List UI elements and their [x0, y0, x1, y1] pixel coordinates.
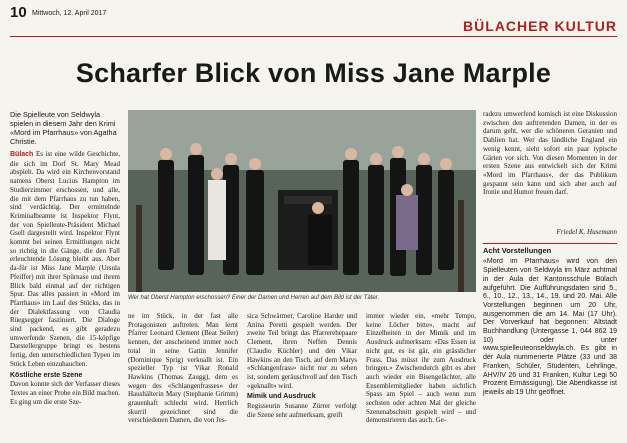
article-paragraph: ne im Stück, in der fast alle Protagonisten auftreten. Man lernt Pfarrer Leonard Clement (Beat Seiler) kennen, der anscheinend immer noch total in seine Gattin Jennifer (Dominique Sprig) verknallt ist. Ein spezieller Typ ist Vikar Ronald Hawkins (Thomas Zaugg), dem es wegen des «Schlangenfrasses» der Haushälterin Mary (Stephanie Grimm) grauenhaft schlecht wird. Herrlich skurril gezeichnet sind die verschiedenen Damen, die von Jes-	[128, 312, 238, 425]
article-photo	[128, 110, 476, 292]
article-column-2	[128, 312, 238, 440]
article-intro: Die Spielleute von Seldwyla spielen in diesem Jahr den Krimi «Mord im Pfarrhaus» von Agatha Christie.	[10, 110, 117, 146]
right-column	[483, 110, 617, 438]
page-number: 10	[10, 4, 27, 21]
subheading: Köstliche erste Szene	[10, 371, 83, 379]
issue-date: Mittwoch, 12. April 2017	[32, 10, 107, 17]
article-headline: Scharfer Blick von Miss Jane Marple	[75, 58, 552, 88]
article-paragraph: radezu umwerfend komisch ist eine Diskussion zwischen den auftretenden Damen, in der es darum geht, wer die schöneren Geranien und Dahlien hat. Wer das ländliche England ein wenig kennt, sieht sofort ein paar typische Gärten vor sich. Von diesen Momenten in der ersten Szene aus entwickelt sich der Krimi «Mord im Pfarrhaus», der das Publikum gespannt sein kann und sich aber auch auf Ironie und Humor freuen darf.	[483, 110, 617, 197]
subheading: Mimik und Ausdruck	[247, 393, 316, 401]
infobox-text: «Mord im Pfarrhaus» wird von den Spielleuten von Seldwyla im März achtmal in der Aula der Kantonsschule Bülach aufgeführt. Die Aufführungsdaten sind 5., 6., 10., 12., 13., 14., 19. und 20. Mai. Alle Vorstellungen beginnen um 20 Uhr, ausgenommen die am 14. Mai (17 Uhr). Der Vorverkauf hat begonnen: Altstadt Buchhandlung (Untergasse 1, 044 862 19 10) oder unter www.spielleuteonseldwyla.ch. Es gibt in der Aula nummerierte Plätze (33 und 38 Franken, Schüler, Studenten, Lehrlinge, AHV/IV 26 und 31 Franken, Kultur Legi 50 Prozent Ermässigung). Die Abendkasse ist jeweils ab 19 Uhr geöffnet.	[483, 258, 617, 396]
article-column-1	[10, 110, 120, 440]
article-paragraph: Regisseurin Susanne Zürrer verfolgt die Szene sehr aufmerksam, greift	[247, 402, 357, 419]
header-rule	[10, 36, 617, 37]
article-column-4	[366, 312, 476, 440]
section-title: BÜLACHER KULTUR	[463, 18, 617, 34]
article-paragraph: immer wieder ein, «mehr Tempo, keine Löcher bitte», macht auf Einzelheiten in der Mimik und im Ausdruck aufmerksam: «Das Essen ist nicht gut, es ist gär, ein grässlicher Frass. Das müsst ihr zum Ausdruck bringen.» Zwischendurch gibt es aber auch wieder ein Bisengelächter, alle Ensemblemitglieder haben sichtlich Spass am Spiel – auch wenn zum sechsten oder achten Mal der gleiche Szenenabschnitt gespielt wird – und demonstrieren das auch. Ge-	[366, 312, 476, 425]
article-author: Friedel K. Husemann	[556, 228, 617, 236]
dateline: Bülach	[10, 151, 34, 158]
article-column-3	[247, 312, 357, 440]
article-paragraph: Davon konnte sich der Verfasser dieses Textes an einer Probe ein Bild machen. Es ging um die erste Sze-	[10, 380, 120, 406]
article-body-text: Es ist eine wilde Geschichte, die sich im Dorf St. Mary Mead abspielt. Da wird ein Kirchenvorstand namens Oberst Lucius Hampton im Studierzimmer erschossen, und alle, die mit dem Pfarrhaus zu tun haben, sind verdächtig. Der ermittelnde Kriminalbeamte ist Inspektor Flynt, der von Spielleute-Präsident Michael Gsell dargestellt wird. Inspektor Flynt kommt bei seinen Ermittlungen nicht so richtig in die Gänge, die den Fall erleuchtende Lösung bleibt aus. Aber da-für ist Miss Jane Marple (Ursula Pfeiffer) mit ihrer Spürnase und ihrem Blick bald einmal auf der richtigen Spur. Das alles passiert in «Mord im Pfarrhaus» im Lauf des Stücks, das in der Dialektfassung von Claudia Rüegsegger fasziniert. Die Dialoge sind packend, es gibt geradezu umwerfende Szenen, die 15-köpfige Darstellergruppe bringt es bestens fertig, den unterschiedlichen Typen im Stück Leben einzuhauchen.	[10, 150, 120, 368]
page-header	[10, 4, 617, 34]
article-paragraph: sica Schwärmer, Caroline Harder und Anina Peretti gespielt werden. Der zweite Teil bringt das Pfarrerehepaare Clement, ihren Neffen Dennis (Claudio Küchler) und den Vikar Hawkins an den Tisch, auf dem Marys «Schlangenfrass» nicht nur zu sehen ist, sondern geräuschvoll auf den Tisch «geknallt» wird.	[247, 312, 357, 390]
photo-caption: Wer hat Oberst Hampton erschossen? Einer der Damen und Herren auf dem Bild ist der Täter.	[128, 295, 380, 301]
infobox-title: Acht Vorstellungen	[483, 243, 617, 256]
article-paragraph	[10, 150, 120, 369]
cast-photo-illustration	[128, 110, 476, 292]
